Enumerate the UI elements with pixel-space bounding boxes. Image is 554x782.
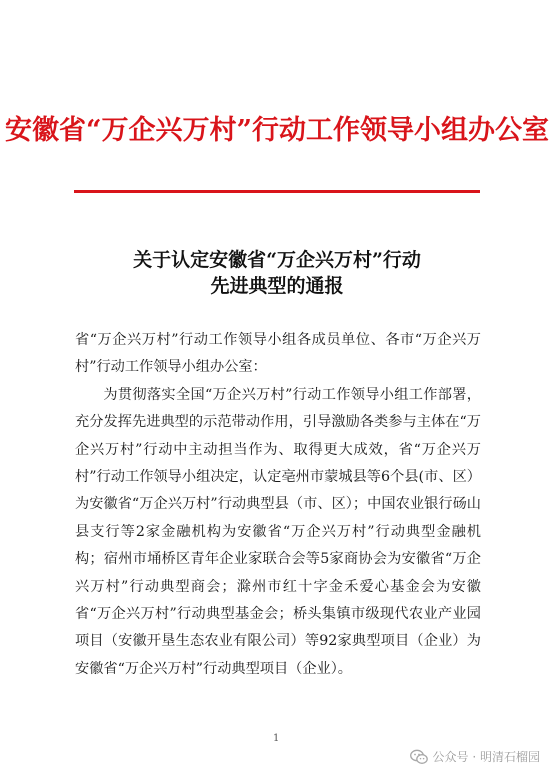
notice-title bbox=[0, 247, 554, 299]
wechat-icon bbox=[410, 749, 428, 765]
notice-title-line1: 关于认定安徽省“万企兴万村”行动 bbox=[133, 249, 421, 271]
salutation: 省“万企兴万村”行动工作领导小组各成员单位、各市“万企兴万村”行动工作领导小组办公室： bbox=[75, 332, 481, 376]
notice-body bbox=[75, 327, 481, 683]
page-number: 1 bbox=[273, 733, 280, 744]
red-divider bbox=[74, 190, 480, 193]
watermark-text: 公众号 · 明清石榴园 bbox=[432, 750, 540, 764]
body-paragraph: 为贯彻落实全国“万企兴万村”行动工作领导小组工作部署，充分发挥先进典型的示范带动作用，引导激励各类参与主体在“万企兴万村”行动中主动担当作为、取得更大成效，省“万企兴万村”行动工作领导小组决定，认定亳州市蒙城县等6个县(市、区）为安徽省“万企兴万村”行动典型县（市、区）；中国农业银行砀山县支行等2家金融机构为安徽省“万企兴万村”行动典型金融机构；宿州市埇桥区青年企业家联合会等5家商协会为安徽省“万企兴万村”行动典型商会；滁州市红十字金禾爱心基金会为安徽省“万企兴万村”行动典型基金会；桥头集镇市级现代农业产业园项目（安徽开垦生态农业有限公司）等92家典型项目（企业）为安徽省“万企兴万村”行动典型项目（企业）。 bbox=[75, 386, 481, 677]
office-header: 安徽省“万企兴万村”行动工作领导小组办公室 bbox=[4, 115, 550, 146]
watermark bbox=[410, 748, 540, 765]
notice-title-line2: 先进典型的通报 bbox=[210, 275, 344, 297]
